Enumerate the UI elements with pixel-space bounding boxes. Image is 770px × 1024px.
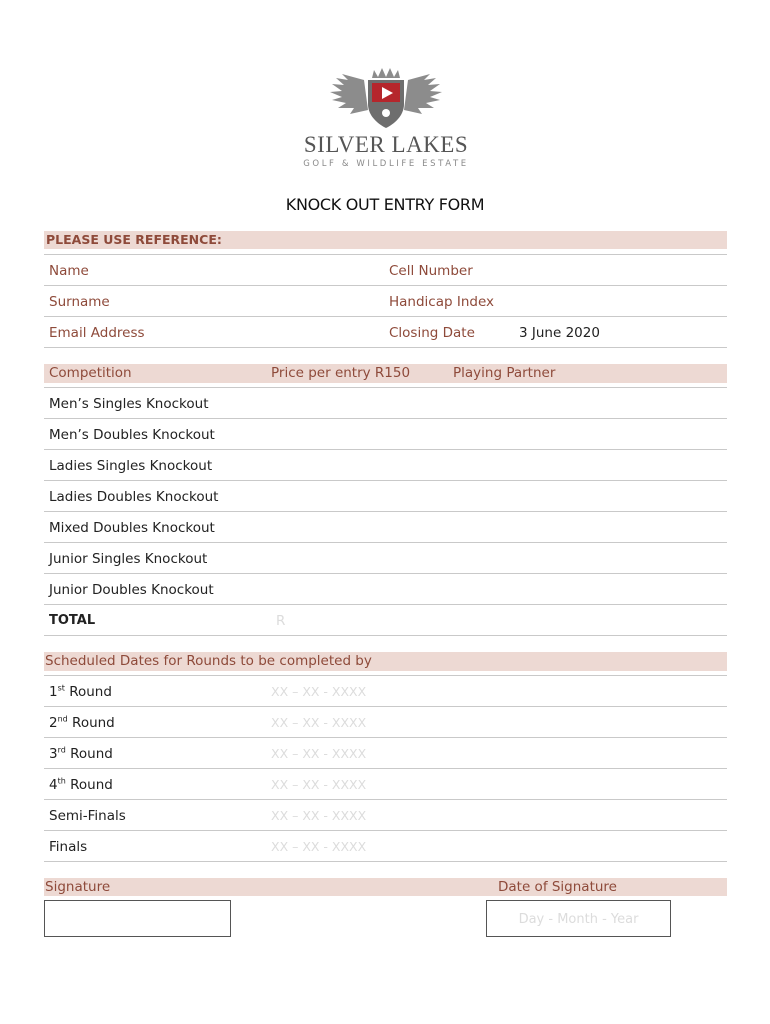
reference-label: PLEASE USE REFERENCE: — [46, 232, 222, 247]
form-title: KNOCK OUT ENTRY FORM — [285, 195, 485, 214]
round-date-field[interactable]: XX – XX - XXXX — [271, 746, 367, 761]
divider — [44, 511, 727, 512]
surname-label: Surname — [49, 294, 110, 310]
price-header: Price per entry R150 — [271, 365, 411, 381]
round-label-semi-finals: Semi-Finals — [49, 808, 126, 824]
round-label-4: 4th Round — [49, 776, 113, 793]
date-placeholder: Day - Month - Year — [518, 912, 639, 927]
divider — [44, 706, 727, 707]
competition-row: Junior Doubles Knockout — [49, 582, 214, 598]
divider — [44, 347, 727, 348]
competition-row: Junior Singles Knockout — [49, 551, 208, 567]
date-of-signature-label: Date of Signature — [498, 879, 617, 895]
total-label: TOTAL — [49, 613, 96, 628]
round-label-2: 2nd Round — [49, 714, 115, 731]
brand-tagline: GOLF & WILDLIFE ESTATE — [303, 159, 469, 169]
competition-row: Mixed Doubles Knockout — [49, 520, 215, 536]
competition-row: Ladies Doubles Knockout — [49, 489, 219, 505]
round-date-field[interactable]: XX – XX - XXXX — [271, 777, 367, 792]
round-label-finals: Finals — [49, 839, 88, 855]
cell-number-label: Cell Number — [389, 263, 473, 279]
divider — [44, 768, 727, 769]
divider — [44, 830, 727, 831]
closing-date-label: Closing Date — [389, 325, 475, 341]
round-date-field[interactable]: XX – XX - XXXX — [271, 839, 367, 854]
name-label: Name — [49, 263, 89, 279]
round-date-field[interactable]: XX – XX - XXXX — [271, 715, 367, 730]
divider — [44, 254, 727, 255]
competition-row: Men’s Singles Knockout — [49, 396, 209, 412]
competition-row: Men’s Doubles Knockout — [49, 427, 215, 443]
divider — [44, 316, 727, 317]
round-date-field[interactable]: XX – XX - XXXX — [271, 684, 367, 699]
competition-row: Ladies Singles Knockout — [49, 458, 213, 474]
divider — [44, 635, 727, 636]
round-label-1: 1st Round — [49, 683, 112, 700]
silver-lakes-logo — [298, 66, 474, 174]
divider — [44, 573, 727, 574]
round-label-3: 3rd Round — [49, 745, 113, 762]
handicap-index-label: Handicap Index — [389, 294, 495, 310]
signature-label: Signature — [45, 879, 111, 895]
signature-band — [44, 878, 727, 896]
divider — [44, 542, 727, 543]
divider — [44, 861, 727, 862]
signature-box[interactable] — [44, 900, 231, 937]
divider — [44, 387, 727, 388]
date-of-signature-field[interactable] — [486, 900, 671, 937]
divider — [44, 675, 727, 676]
email-label: Email Address — [49, 325, 145, 341]
divider — [44, 737, 727, 738]
divider — [44, 480, 727, 481]
round-date-field[interactable]: XX – XX - XXXX — [271, 808, 367, 823]
brand-name: SILVER LAKES — [303, 132, 469, 157]
divider — [44, 449, 727, 450]
divider — [44, 799, 727, 800]
competition-header: Competition — [49, 365, 132, 381]
closing-date-value: 3 June 2020 — [519, 325, 600, 341]
divider — [44, 604, 727, 605]
rounds-header: Scheduled Dates for Rounds to be completed by — [45, 653, 372, 669]
divider — [44, 418, 727, 419]
playing-partner-header: Playing Partner — [453, 365, 556, 381]
crest-icon — [298, 66, 474, 132]
total-amount-field[interactable]: R — [276, 613, 286, 629]
divider — [44, 285, 727, 286]
